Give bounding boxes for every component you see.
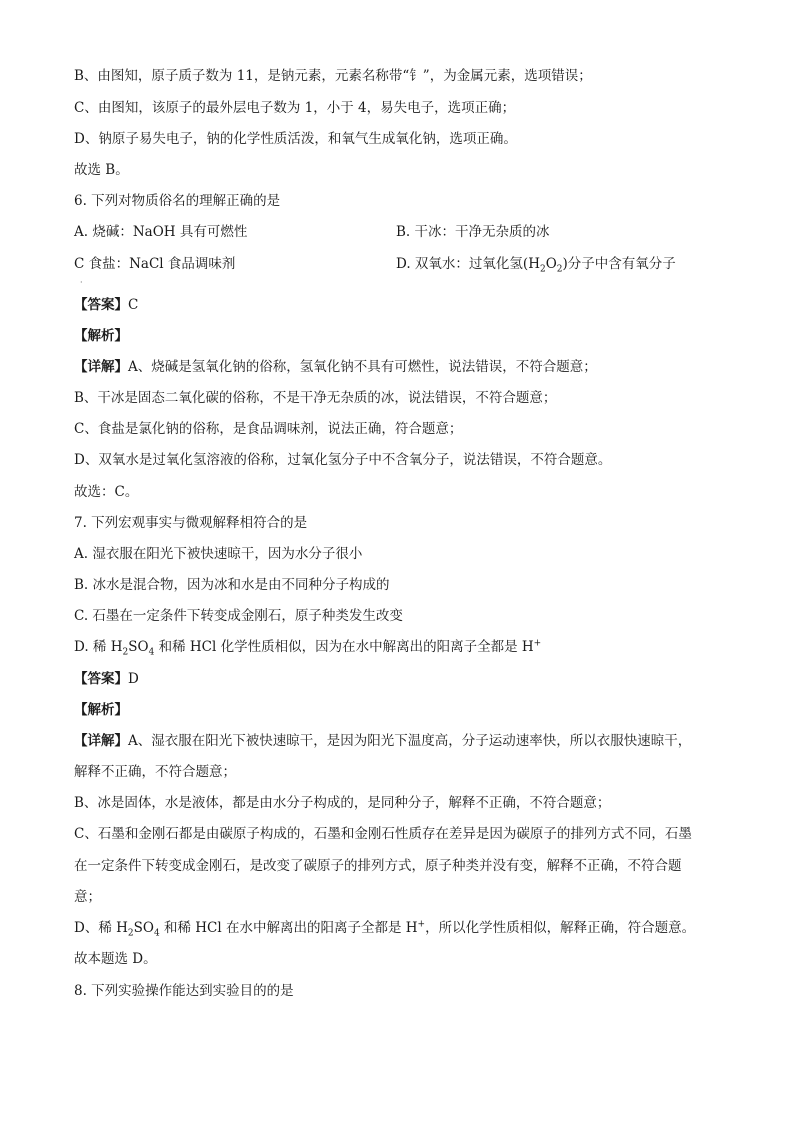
q7-answer xyxy=(74,669,724,689)
q6-option-b: B. 干冰：干净无杂质的冰 xyxy=(396,224,550,240)
q6-detail-a: 【详解】A、烧碱是氢氧化钠的俗称，氢氧化钠不具有可燃性，说法错误，不符合题意； xyxy=(74,359,597,375)
q6-analysis-tag: 【解析】 xyxy=(74,328,128,344)
q5-option-c-explanation: C、由图知，该原子的最外层电子数为 1，小于 4，易失电子，选项正确； xyxy=(74,100,516,116)
q6-option-c: C 食盐：NaCl 食品调味剂 xyxy=(74,256,236,272)
q6-options-row-1 xyxy=(74,222,724,242)
q6-options-row-2 xyxy=(74,254,724,274)
q7-detail-d: D、稀 $H_2SO_4$ 和稀 HCl 在水中解离出的阳离子全都是 H+，所以化学性质相似，解释正确，符合题意。 xyxy=(74,919,696,939)
q7-detail-c-line3: 意； xyxy=(74,889,101,905)
q7-conclusion: 故本题选 D。 xyxy=(74,951,157,967)
detail-tag: 【详解】 xyxy=(74,733,128,749)
q7-detail-c-line1: C、石墨和金刚石都是由碳原子构成的，石墨和金刚石性质存在差异是因为碳原子的排列方式不同，石墨 xyxy=(74,826,692,842)
q7-option-b: B. 冰水是混合物，因为冰和水是由不同种分子构成的 xyxy=(74,577,390,593)
stray-dot-mark: · xyxy=(80,278,83,287)
q7-stem: 7. 下列宏观事实与微观解释相符合的是 xyxy=(74,515,308,531)
answer-tag: 【答案】 xyxy=(74,297,128,313)
answer-tag: 【答案】 xyxy=(74,671,128,687)
detail-tag: 【详解】 xyxy=(74,359,128,375)
q6-option-a: A. 烧碱：NaOH 具有可燃性 xyxy=(74,224,248,240)
q6-detail-b: B、干冰是固态二氧化碳的俗称，不是干净无杂质的冰，说法错误，不符合题意； xyxy=(74,390,557,406)
q7-detail-b: B、冰是固体，水是液体，都是由水分子构成的，是同种分子，解释不正确，不符合题意； xyxy=(74,795,611,811)
q5-option-d-explanation: D、钠原子易失电子，钠的化学性质活泼，和氧气生成氧化钠，选项正确。 xyxy=(74,131,517,147)
q6-detail-c: C、食盐是氯化钠的俗称，是食品调味剂，说法正确，符合题意； xyxy=(74,421,463,437)
q7-detail-a-line2: 解释不正确，不符合题意； xyxy=(74,764,236,780)
q5-conclusion: 故选 B。 xyxy=(74,162,129,178)
q6-option-d: D. 双氧水：过氧化氢$(H_2O_2)$分子中含有氧分子 xyxy=(396,256,676,275)
q7-option-d: D. 稀 $H_2SO_4$ 和稀 HCl 化学性质相似，因为在水中解离出的阳离子全都是 H+ xyxy=(74,638,542,658)
q7-option-a: A. 湿衣服在阳光下被快速晾干，因为水分子很小 xyxy=(74,546,363,562)
q7-detail-c-line2: 在一定条件下转变成金刚石，是改变了碳原子的排列方式，原子种类并没有变，解释不正确，不符合题 xyxy=(74,858,682,874)
q7-analysis-tag: 【解析】 xyxy=(74,702,128,718)
q7-detail-a-line1: 【详解】A、湿衣服在阳光下被快速晾干，是因为阳光下温度高，分子运动速率快，所以衣服快速晾干， xyxy=(74,733,692,749)
answer-value: D xyxy=(128,671,139,687)
q6-conclusion: 故选：C。 xyxy=(74,484,139,500)
q8-stem: 8. 下列实验操作能达到实验目的的是 xyxy=(74,983,294,999)
answer-value: C xyxy=(128,297,139,313)
q7-option-c: C. 石墨在一定条件下转变成金刚石，原子种类发生改变 xyxy=(74,608,403,624)
q6-stem: 6. 下列对物质俗名的理解正确的是 xyxy=(74,193,281,209)
q6-answer xyxy=(74,295,724,315)
q5-option-b-explanation: B、由图知，原子质子数为 11，是钠元素，元素名称带“钅”，为金属元素，选项错误； xyxy=(74,68,592,84)
q6-detail-d: D、双氧水是过氧化氢溶液的俗称，过氧化氢分子中不含氧分子，说法错误，不符合题意。 xyxy=(74,452,612,468)
